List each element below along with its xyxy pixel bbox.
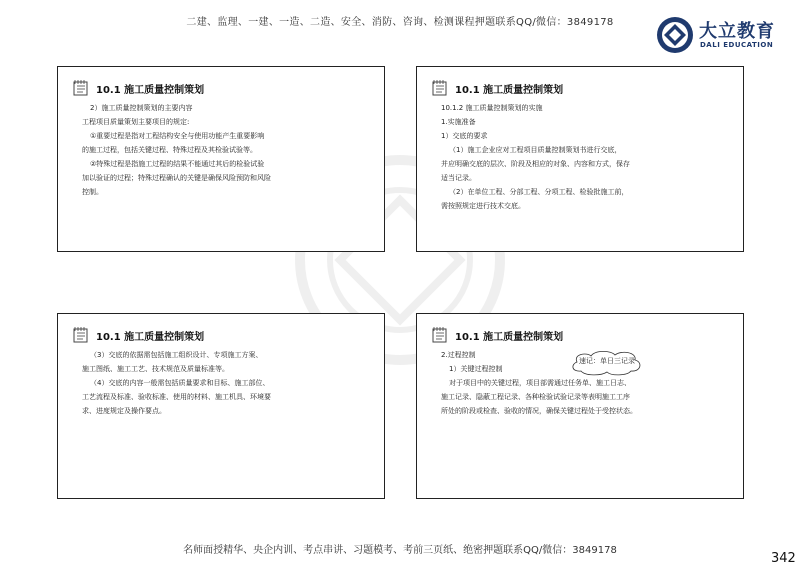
footer-banner: 名师面授精华、央企内训、考点串讲、习题模考、考前三页纸、绝密押题联系QQ/微信：3849178 [183,545,617,556]
body-line: 施工图纸、施工工艺、技术规范及质量标准等。 [82,365,229,373]
body-line: 1.实施准备 [441,118,476,126]
logo-chinese-name: 大立教育 [699,21,775,42]
dali-logo-icon [655,15,695,55]
notebook-icon [72,79,90,97]
slide-body [441,101,729,213]
page-number: 342 [771,551,796,566]
body-line: （4）交底的内容一般需包括质量要求和目标、施工部位、 [90,379,270,387]
body-line: 所处的阶段或检查、验收的情况，确保关键过程处于受控状态。 [441,407,637,415]
body-line: ①重要过程是指对工程结构安全与使用功能产生重要影响 [90,132,265,140]
body-line: 控制。 [82,188,103,196]
slide-title-text: 10.1 施工质量控制策划 [455,331,564,343]
slide-4 [416,313,744,499]
body-line: 适当记录。 [441,174,476,182]
slide-title-text: 10.1 施工质量控制策划 [96,84,205,96]
body-line: （1）施工企业应对工程项目质量控制策划书进行交底， [449,146,622,154]
body-line: 施工记录、隐蔽工程记录、各种检验试验记录等表明施工工序 [441,393,630,401]
slide-3 [57,313,385,499]
notebook-icon [431,79,449,97]
body-line: （3）交底的依据需包括施工组织设计、专项施工方案、 [90,351,263,359]
slide-title [72,324,204,346]
body-line: 1）交底的要求 [441,132,488,140]
body-line: 对于项目中的关键过程，项目部需通过任务单、施工日志、 [449,379,631,387]
body-line: 10.1.2 施工质量控制策划的实施 [441,104,543,112]
logo-english-name: DALI EDUCATION [700,41,774,49]
brand-logo [655,15,775,57]
slide-body [82,348,370,418]
body-line: 求、进度规定及操作要点。 [82,407,166,415]
body-line: （2）在单位工程、分部工程、分项工程、检验批施工前， [449,188,629,196]
slide-title [72,77,204,99]
body-line: 需按照规定进行技术交底。 [441,202,525,210]
header-banner: 二建、监理、一建、一造、二造、安全、消防、咨询、检测课程押题联系QQ/微信：3849178 [186,17,614,28]
callout-text: 速记：单日三记录 [579,357,635,365]
slide-2 [416,66,744,252]
notebook-icon [72,326,90,344]
slide-title [431,324,563,346]
body-line: 的施工过程，包括关键过程、特殊过程及其检验试验等。 [82,146,257,154]
body-line: 工艺流程及标准、验收标准、使用的材料、施工机具、环境要 [82,393,271,401]
body-line: 1）关键过程控制 [449,365,503,373]
body-line: 2）施工质量控制策划的主要内容 [90,104,193,112]
slide-title-text: 10.1 施工质量控制策划 [96,331,205,343]
body-line: 并应明确交底的层次、阶段及相应的对象、内容和方式，保存 [441,160,630,168]
notebook-icon [431,326,449,344]
body-line: 加以验证的过程；特殊过程确认的关键是确保风险预防和风险 [82,174,271,182]
slide-body [441,348,729,418]
body-line: ②特殊过程是指施工过程的结果不能通过其后的检验试验 [90,160,265,168]
slide-title-text: 10.1 施工质量控制策划 [455,84,564,96]
slide-1 [57,66,385,252]
body-line: 2.过程控制 [441,351,476,359]
slide-body [82,101,370,199]
body-line: 工程项目质量策划主要项目的规定: [82,118,190,126]
slide-title [431,77,563,99]
